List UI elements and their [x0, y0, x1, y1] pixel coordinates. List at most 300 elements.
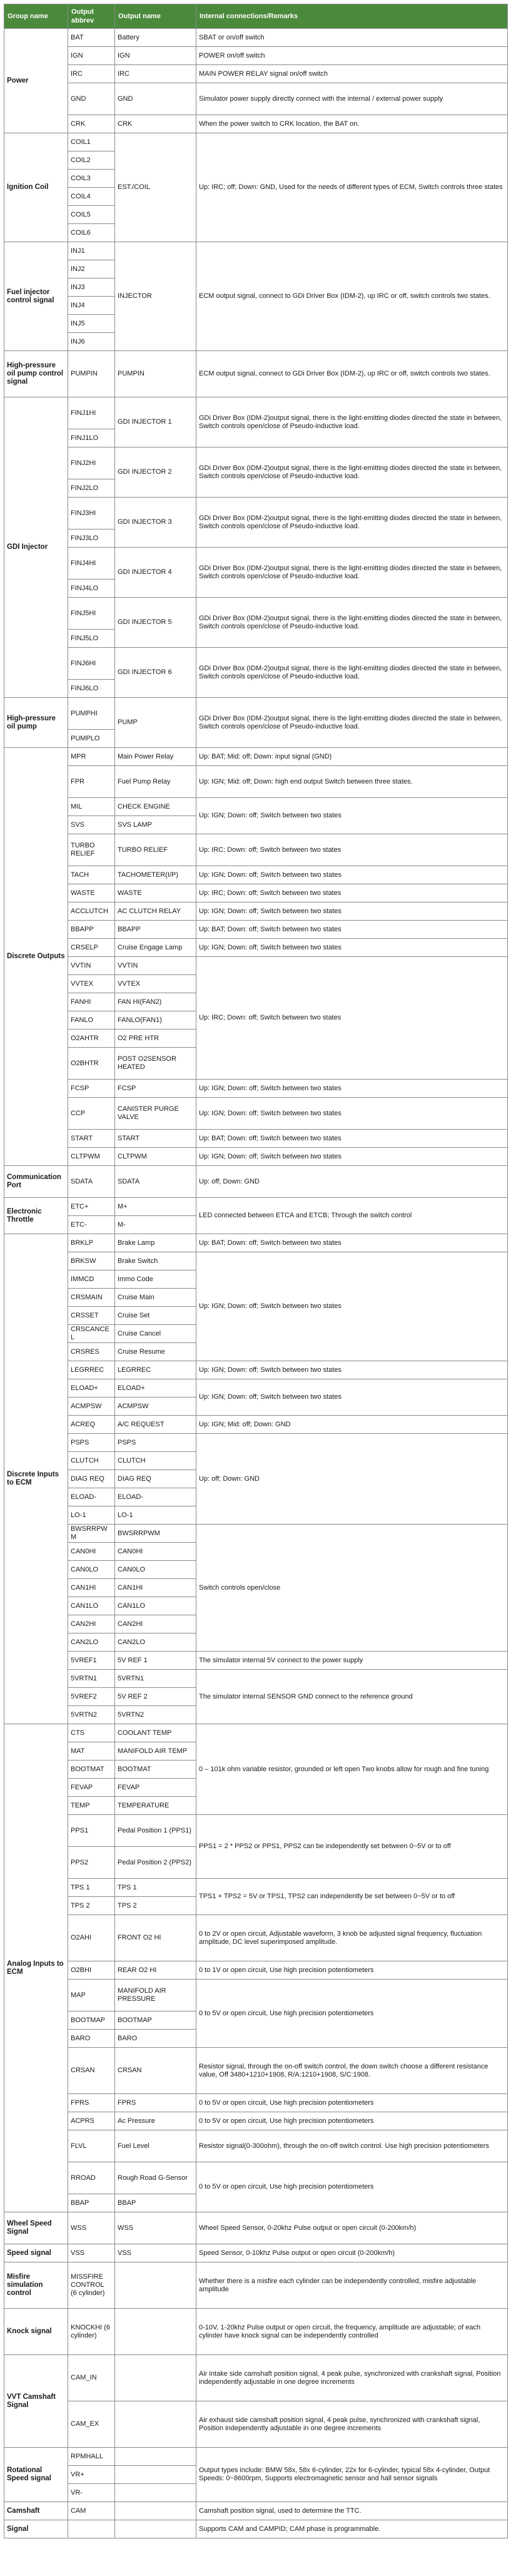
name-cell: DIAG REQ	[115, 1470, 196, 1488]
name-cell: FRONT O2 HI	[115, 1915, 196, 1961]
group-cell: Knock signal	[4, 2309, 68, 2355]
group-cell: GDI Injector	[4, 397, 68, 698]
name-cell: Fuel Pump Relay	[115, 766, 196, 798]
remarks-cell: 0 to 5V or open circuit, Use high precision potentiometers	[196, 2094, 508, 2112]
table-row	[4, 2094, 508, 2112]
remarks-cell: Up: IGN; Mid: off; Down: GND	[196, 1416, 508, 1434]
table-row	[4, 1361, 508, 1379]
abbrev-cell: MISSFIRE CONTROL (6 cylinder)	[68, 2262, 115, 2309]
abbrev-cell: FINJ3HI	[68, 498, 115, 529]
abbrev-cell: CAN0HI	[68, 1543, 115, 1561]
table-row	[4, 242, 508, 260]
name-cell: GND	[115, 83, 196, 115]
table-row	[4, 548, 508, 580]
abbrev-cell	[68, 2520, 115, 2538]
abbrev-cell: COIL3	[68, 170, 115, 188]
remarks-cell: Up: IGN; Down: off; Switch between two states	[196, 798, 508, 834]
abbrev-cell: FLVL	[68, 2130, 115, 2162]
name-cell	[115, 2355, 196, 2401]
name-cell: Battery	[115, 29, 196, 47]
name-cell: Cruise Main	[115, 1289, 196, 1307]
name-cell: LEGRREC	[115, 1361, 196, 1379]
table-body	[4, 29, 508, 2538]
name-cell: IRC	[115, 65, 196, 83]
name-cell: BBAPP	[115, 921, 196, 939]
remarks-cell: GDi Driver Box (IDM-2)output signal, there is the light-emitting diodes directed the state in between, Switch controls open/close of Pseudo-inductive load.	[196, 447, 508, 498]
table-row	[4, 2244, 508, 2262]
abbrev-cell: FINJ1HI	[68, 397, 115, 429]
abbrev-cell: CRSMAIN	[68, 1289, 115, 1307]
header-group-name: Group name	[4, 4, 68, 29]
remarks-cell: Up: IGN; Down: off; Switch between two states	[196, 1080, 508, 1098]
remarks-cell: Up: IGN; Down: off; Switch between two states	[196, 1148, 508, 1166]
abbrev-cell: LEGRREC	[68, 1361, 115, 1379]
name-cell: CHECK ENGINE	[115, 798, 196, 816]
abbrev-cell: BRKSW	[68, 1252, 115, 1270]
abbrev-cell: PPS1	[68, 1815, 115, 1847]
signal-table	[4, 4, 508, 2538]
abbrev-cell: FINJ6HI	[68, 648, 115, 680]
abbrev-cell: CAN1HI	[68, 1579, 115, 1597]
abbrev-cell: ELOAD-	[68, 1488, 115, 1506]
table-row	[4, 1879, 508, 1897]
abbrev-cell: COIL5	[68, 206, 115, 224]
remarks-cell: Camshaft position signal, used to determine the TTC.	[196, 2502, 508, 2520]
remarks-cell: 0 to 5V or open circuit, Use high precision potentiometers	[196, 1980, 508, 2048]
name-cell: A/C REQUEST	[115, 1416, 196, 1434]
remarks-cell: Up: IRC; Down: off; Switch between two states	[196, 957, 508, 1080]
name-cell: TPS 1	[115, 1879, 196, 1897]
name-cell: IGN	[115, 47, 196, 65]
table-row	[4, 798, 508, 816]
table-row	[4, 2112, 508, 2130]
remarks-cell: 0 to 1V or open circuit, Use high precision potentiometers	[196, 1961, 508, 1980]
abbrev-cell: FINJ3LO	[68, 529, 115, 548]
table-row	[4, 2309, 508, 2355]
name-cell: Rough Road G-Sensor	[115, 2162, 196, 2194]
name-cell: Brake Lamp	[115, 1234, 196, 1252]
name-cell: CRSAN	[115, 2048, 196, 2094]
name-cell: PSPS	[115, 1434, 196, 1452]
table-row	[4, 902, 508, 921]
abbrev-cell: TURBO RELIEF	[68, 834, 115, 866]
table-row	[4, 598, 508, 630]
remarks-cell: Up: off; Down: GND	[196, 1434, 508, 1525]
remarks-cell: 0 to 2V or open circuit, Adjustable waveform, 3 knob be adjusted signal frequency, fluctuation amplitude, DC level superimposed amplitude.	[196, 1915, 508, 1961]
name-cell: CAN1LO	[115, 1597, 196, 1615]
table-row	[4, 2212, 508, 2244]
name-cell: Fuel Level	[115, 2130, 196, 2162]
remarks-cell: Resistor signal, through the on-off switch control, the down switch choose a different resistance value, Off 3480+1210+1908, R/A:1210+1908, S/C:1908.	[196, 2048, 508, 2094]
abbrev-cell: PUMPHI	[68, 698, 115, 730]
table-row	[4, 2448, 508, 2466]
table-row	[4, 921, 508, 939]
name-cell: WSS	[115, 2212, 196, 2244]
abbrev-cell: RPMHALL	[68, 2448, 115, 2466]
remarks-cell: Up: BAT; Down: off; Switch between two states	[196, 1234, 508, 1252]
abbrev-cell: INJ6	[68, 333, 115, 351]
abbrev-cell: O2AHI	[68, 1915, 115, 1961]
name-cell: CLTPWM	[115, 1148, 196, 1166]
remarks-cell: Supports CAM and CAMPID; CAM phase is programmable.	[196, 2520, 508, 2538]
name-cell: Ac Pressure	[115, 2112, 196, 2130]
name-cell: CANISTER PURGE VALVE	[115, 1098, 196, 1130]
abbrev-cell: FINJ2HI	[68, 447, 115, 479]
name-cell: CAN0HI	[115, 1543, 196, 1561]
name-cell: SDATA	[115, 1166, 196, 1198]
table-row	[4, 1130, 508, 1148]
table-row	[4, 29, 508, 47]
abbrev-cell: IGN	[68, 47, 115, 65]
name-cell: BOOTMAP	[115, 2011, 196, 2030]
name-cell	[115, 2502, 196, 2520]
name-cell: FANLO(FAN1)	[115, 1011, 196, 1030]
abbrev-cell: CTS	[68, 1724, 115, 1742]
name-cell: REAR O2 HI	[115, 1961, 196, 1980]
abbrev-cell: CRSRES	[68, 1343, 115, 1361]
abbrev-cell: VVTIN	[68, 957, 115, 975]
table-row	[4, 2355, 508, 2401]
abbrev-cell: SDATA	[68, 1166, 115, 1198]
name-cell: CAN1HI	[115, 1579, 196, 1597]
abbrev-cell: CAM_IN	[68, 2355, 115, 2401]
abbrev-cell: RROAD	[68, 2162, 115, 2194]
remarks-cell: GDi Driver Box (IDM-2)output signal, there is the light-emitting diodes directed the state in between, Switch controls open/close of Pseudo-inductive load.	[196, 548, 508, 598]
table-row	[4, 884, 508, 902]
abbrev-cell: PUMPLO	[68, 730, 115, 748]
group-cell: Wheel Speed Signal	[4, 2212, 68, 2244]
remarks-cell: Up: IGN; Down: off; Switch between two states	[196, 1361, 508, 1379]
table-row	[4, 1980, 508, 2011]
remarks-cell: GDi Driver Box (IDM-2)output signal, there is the light-emitting diodes directed the state in between, Switch controls open/close of Pseudo-inductive load.	[196, 698, 508, 748]
name-cell: M+	[115, 1198, 196, 1216]
name-cell: Pedal Position 1 (PPS1)	[115, 1815, 196, 1847]
abbrev-cell: CAN2LO	[68, 1633, 115, 1652]
name-cell: TPS 2	[115, 1897, 196, 1915]
name-cell: M-	[115, 1216, 196, 1234]
abbrev-cell: BWSRRPWM	[68, 1525, 115, 1543]
abbrev-cell: BOOTMAT	[68, 1761, 115, 1779]
abbrev-cell: TPS 1	[68, 1879, 115, 1897]
name-cell: CLUTCH	[115, 1452, 196, 1470]
remarks-cell: Up: off; Down: GND	[196, 1166, 508, 1198]
table-row	[4, 1252, 508, 1270]
abbrev-cell: CLUTCH	[68, 1452, 115, 1470]
table-row	[4, 1724, 508, 1742]
name-cell: Brake Switch	[115, 1252, 196, 1270]
table-row	[4, 397, 508, 429]
name-cell: GDI INJECTOR 1	[115, 397, 196, 447]
name-cell: 5VRTN1	[115, 1670, 196, 1688]
name-cell: Cruise Set	[115, 1307, 196, 1325]
group-cell: Electronic Throttle	[4, 1198, 68, 1234]
abbrev-cell: KNOCKHI (6 cylinder)	[68, 2309, 115, 2355]
remarks-cell: Switch controls open/close	[196, 1525, 508, 1652]
abbrev-cell: FINJ2LO	[68, 479, 115, 498]
name-cell: FPRS	[115, 2094, 196, 2112]
group-cell: Communication Port	[4, 1166, 68, 1198]
name-cell: SVS LAMP	[115, 816, 196, 834]
name-cell: INJECTOR	[115, 242, 196, 351]
abbrev-cell: MAT	[68, 1742, 115, 1761]
header-remarks: Internal connections/Remarks	[196, 4, 508, 29]
abbrev-cell: CRSELP	[68, 939, 115, 957]
table-row	[4, 1815, 508, 1847]
name-cell: ELOAD-	[115, 1488, 196, 1506]
remarks-cell: GDi Driver Box (IDM-2)output signal, there is the light-emitting diodes directed the state in between, Switch controls open/close of Pseudo-inductive load.	[196, 498, 508, 548]
abbrev-cell: PUMPIN	[68, 351, 115, 397]
name-cell: GDI INJECTOR 6	[115, 648, 196, 698]
table-row	[4, 1234, 508, 1252]
remarks-cell: 0 to 5V or open circuit, Use high precision potentiometers	[196, 2162, 508, 2212]
remarks-cell: GDi Driver Box (IDM-2)output signal, there is the light-emitting diodes directed the state in between, Switch controls open/close of Pseudo-inductive load.	[196, 648, 508, 698]
name-cell: ELOAD+	[115, 1379, 196, 1398]
abbrev-cell: BARO	[68, 2030, 115, 2048]
abbrev-cell: BOOTMAP	[68, 2011, 115, 2030]
abbrev-cell: MAP	[68, 1980, 115, 2011]
remarks-cell: Up: BAT; Mid: off; Down: input signal (GND)	[196, 748, 508, 766]
name-cell: GDI INJECTOR 4	[115, 548, 196, 598]
name-cell: FCSP	[115, 1080, 196, 1098]
name-cell	[115, 2309, 196, 2355]
abbrev-cell: ELOAD+	[68, 1379, 115, 1398]
abbrev-cell: DIAG REQ	[68, 1470, 115, 1488]
abbrev-cell: COIL4	[68, 188, 115, 206]
remarks-cell: TPS1 + TPS2 = 5V or TPS1, TPS2 can independently be set between 0~5V or to off	[196, 1879, 508, 1915]
group-cell: Signal	[4, 2520, 68, 2538]
name-cell: Cruise Cancel	[115, 1325, 196, 1343]
name-cell: VVTIN	[115, 957, 196, 975]
abbrev-cell: FEVAP	[68, 1779, 115, 1797]
group-cell: Ignition Coil	[4, 133, 68, 242]
name-cell: BOOTMAT	[115, 1761, 196, 1779]
remarks-cell: ECM output signal, connect to GDi Driver Box (IDM-2), up IRC or off, switch controls two states.	[196, 351, 508, 397]
group-cell: Discrete Inputs to ECM	[4, 1234, 68, 1724]
name-cell: 5V REF 2	[115, 1688, 196, 1706]
group-cell: VVT Camshaft Signal	[4, 2355, 68, 2448]
table-row	[4, 748, 508, 766]
group-cell: Fuel injector control signal	[4, 242, 68, 351]
abbrev-cell: FANLO	[68, 1011, 115, 1030]
table-row	[4, 1652, 508, 1670]
table-row	[4, 957, 508, 975]
remarks-cell: 0 – 101k ohm variable resistor, grounded or left open Two knobs allow for rough and fine tuning	[196, 1724, 508, 1815]
remarks-cell: Output types include: BMW 58x, 58x 6-cylinder, 22x for 6-cylinder, typical 58x 4-cylinder, Output Speeds: 0~8600rpm, Supports electromagnetic sensor and hall sensor signals	[196, 2448, 508, 2502]
group-cell: High-pressure oil pump control signal	[4, 351, 68, 397]
name-cell: CAN0LO	[115, 1561, 196, 1579]
remarks-cell: Up: IGN; Down: off; Switch between two states	[196, 1098, 508, 1130]
remarks-cell: Resistor signal(0-300ohm), through the on-off switch control. Use high precision potentiometers	[196, 2130, 508, 2162]
remarks-cell: 0-10V, 1-20khz Pulse output or open circuit, the frequency, amplitude are adjustable; of each cylinder have knock signal can be independently controlled	[196, 2309, 508, 2355]
table-row	[4, 1098, 508, 1130]
table-row	[4, 47, 508, 65]
abbrev-cell: FINJ1LO	[68, 429, 115, 447]
abbrev-cell: FCSP	[68, 1080, 115, 1098]
name-cell: TURBO RELIEF	[115, 834, 196, 866]
group-cell: Power	[4, 29, 68, 133]
abbrev-cell: CRSSET	[68, 1307, 115, 1325]
name-cell: 5VRTN2	[115, 1706, 196, 1724]
abbrev-cell: COIL2	[68, 151, 115, 170]
abbrev-cell: O2BHTR	[68, 1048, 115, 1080]
table-row	[4, 1166, 508, 1198]
remarks-cell: Up: IGN; Mid: off; Down: high end output Switch between three states.	[196, 766, 508, 798]
remarks-cell: Whether there is a misfire each cylinder can be independently controlled, misfire adjustable amplitude	[196, 2262, 508, 2309]
table-row	[4, 1670, 508, 1688]
abbrev-cell: VSS	[68, 2244, 115, 2262]
name-cell: O2 PRE HTR	[115, 1030, 196, 1048]
remarks-cell: GDi Driver Box (IDM-2)output signal, there is the light-emitting diodes directed the state in between, Switch controls open/close of Pseudo-inductive load.	[196, 397, 508, 447]
abbrev-cell: BBAPP	[68, 921, 115, 939]
remarks-cell: Up: BAT; Down: off; Switch between two states	[196, 921, 508, 939]
remarks-cell: LED connected between ETCA and ETCB; Through the switch control	[196, 1198, 508, 1234]
table-row	[4, 766, 508, 798]
remarks-cell: Up: IRC; Down: off; Switch between two states	[196, 834, 508, 866]
abbrev-cell: WASTE	[68, 884, 115, 902]
name-cell: VVTEX	[115, 975, 196, 993]
abbrev-cell: ACPRS	[68, 2112, 115, 2130]
abbrev-cell: CRSAN	[68, 2048, 115, 2094]
remarks-cell: MAIN POWER RELAY signal on/off switch	[196, 65, 508, 83]
abbrev-cell: TEMP	[68, 1797, 115, 1815]
name-cell: Main Power Relay	[115, 748, 196, 766]
name-cell: PUMP	[115, 698, 196, 748]
name-cell: 5V REF 1	[115, 1652, 196, 1670]
name-cell: EST./COIL	[115, 133, 196, 242]
abbrev-cell: INJ3	[68, 279, 115, 297]
abbrev-cell: WSS	[68, 2212, 115, 2244]
name-cell	[115, 2466, 196, 2484]
remarks-cell: Air intake side camshaft position signal, 4 peak pulse, synchronized with crankshaft signal, Position independently adjustable in one degree increments	[196, 2355, 508, 2401]
table-row	[4, 133, 508, 151]
abbrev-cell: IMMCD	[68, 1270, 115, 1289]
name-cell	[115, 2262, 196, 2309]
abbrev-cell: ACCLUTCH	[68, 902, 115, 921]
abbrev-cell: BAT	[68, 29, 115, 47]
remarks-cell: Up: IGN; Down: off; Switch between two states	[196, 866, 508, 884]
abbrev-cell: TACH	[68, 866, 115, 884]
table-row	[4, 1915, 508, 1961]
abbrev-cell: FPRS	[68, 2094, 115, 2112]
abbrev-cell: 5VRTN1	[68, 1670, 115, 1688]
table-row	[4, 698, 508, 730]
name-cell: Immo Code	[115, 1270, 196, 1289]
abbrev-cell: INJ1	[68, 242, 115, 260]
remarks-cell: SBAT or on/off switch	[196, 29, 508, 47]
abbrev-cell: CAM_EX	[68, 2401, 115, 2448]
remarks-cell: Simulator power supply directly connect with the internal / external power supply	[196, 83, 508, 115]
group-cell: Speed signal	[4, 2244, 68, 2262]
name-cell: START	[115, 1130, 196, 1148]
group-cell: Discrete Outputs	[4, 748, 68, 1166]
remarks-cell: Wheel Speed Sensor, 0-20khz Pulse output or open circuit (0-200km/h)	[196, 2212, 508, 2244]
table-row	[4, 834, 508, 866]
name-cell: MANIFOLD AIR TEMP	[115, 1742, 196, 1761]
table-row	[4, 2048, 508, 2094]
remarks-cell: Up: IGN; Down: off; Switch between two states	[196, 939, 508, 957]
table-row	[4, 2262, 508, 2309]
name-cell: PUMPIN	[115, 351, 196, 397]
name-cell	[115, 2484, 196, 2502]
abbrev-cell: O2AHTR	[68, 1030, 115, 1048]
abbrev-cell: VR+	[68, 2466, 115, 2484]
header-output-abbrev: Output abbrev	[68, 4, 115, 29]
abbrev-cell: CAN1LO	[68, 1597, 115, 1615]
table-row	[4, 648, 508, 680]
table-row	[4, 65, 508, 83]
name-cell: CRK	[115, 115, 196, 133]
table-row	[4, 351, 508, 397]
name-cell: GDI INJECTOR 5	[115, 598, 196, 648]
name-cell: POST O2SENSOR HEATED	[115, 1048, 196, 1080]
table-row	[4, 1080, 508, 1098]
abbrev-cell: 5VRTN2	[68, 1706, 115, 1724]
table-row	[4, 1148, 508, 1166]
abbrev-cell: BBAP	[68, 2194, 115, 2212]
group-cell: Rotational Speed signal	[4, 2448, 68, 2502]
name-cell: ACMPSW	[115, 1398, 196, 1416]
abbrev-cell: ETC+	[68, 1198, 115, 1216]
remarks-cell: Up: IGN; Down: off; Switch between two states	[196, 902, 508, 921]
abbrev-cell: ACREQ	[68, 1416, 115, 1434]
table-row	[4, 866, 508, 884]
table-row	[4, 939, 508, 957]
group-cell: Analog Inputs to ECM	[4, 1724, 68, 2212]
abbrev-cell: LO-1	[68, 1506, 115, 1525]
table-row	[4, 2502, 508, 2520]
name-cell	[115, 2520, 196, 2538]
remarks-cell: Up: IGN; Down: off; Switch between two states	[196, 1252, 508, 1361]
remarks-cell: ECM output signal, connect to GDi Driver Box (IDM-2), up IRC or off, switch controls two states.	[196, 242, 508, 351]
abbrev-cell: INJ2	[68, 260, 115, 279]
remarks-cell: When the power switch to CRK location, the BAT on.	[196, 115, 508, 133]
abbrev-cell: O2BHI	[68, 1961, 115, 1980]
abbrev-cell: IRC	[68, 65, 115, 83]
table-row	[4, 1198, 508, 1216]
abbrev-cell: CRSCANCEL	[68, 1325, 115, 1343]
name-cell: TEMPERATURE	[115, 1797, 196, 1815]
name-cell: GDI INJECTOR 2	[115, 447, 196, 498]
abbrev-cell: CRK	[68, 115, 115, 133]
table-row	[4, 1416, 508, 1434]
name-cell: BWSRRPWM	[115, 1525, 196, 1543]
abbrev-cell: VR-	[68, 2484, 115, 2502]
abbrev-cell: 5VREF1	[68, 1652, 115, 1670]
table-row	[4, 498, 508, 529]
name-cell: BBAP	[115, 2194, 196, 2212]
remarks-cell: Up: IRC; off; Down: GND, Used for the needs of different types of ECM, Switch controls three states	[196, 133, 508, 242]
table-row	[4, 1525, 508, 1543]
abbrev-cell: TPS 2	[68, 1897, 115, 1915]
name-cell	[115, 2448, 196, 2466]
abbrev-cell: GND	[68, 83, 115, 115]
abbrev-cell: MIL	[68, 798, 115, 816]
table-row	[4, 83, 508, 115]
remarks-cell: Up: IRC; Down: off; Switch between two states	[196, 884, 508, 902]
table-row	[4, 2401, 508, 2448]
name-cell: AC CLUTCH RELAY	[115, 902, 196, 921]
group-cell: Camshaft	[4, 2502, 68, 2520]
group-cell: Misfire simulation control	[4, 2262, 68, 2309]
abbrev-cell: INJ5	[68, 315, 115, 333]
abbrev-cell: CAN2HI	[68, 1615, 115, 1633]
abbrev-cell: FINJ6LO	[68, 680, 115, 698]
table-row	[4, 1379, 508, 1398]
name-cell	[115, 2401, 196, 2448]
remarks-cell: GDi Driver Box (IDM-2)output signal, there is the light-emitting diodes directed the state in between, Switch controls open/close of Pseudo-inductive load.	[196, 598, 508, 648]
header-output-name: Output name	[115, 4, 196, 29]
table-row	[4, 2520, 508, 2538]
